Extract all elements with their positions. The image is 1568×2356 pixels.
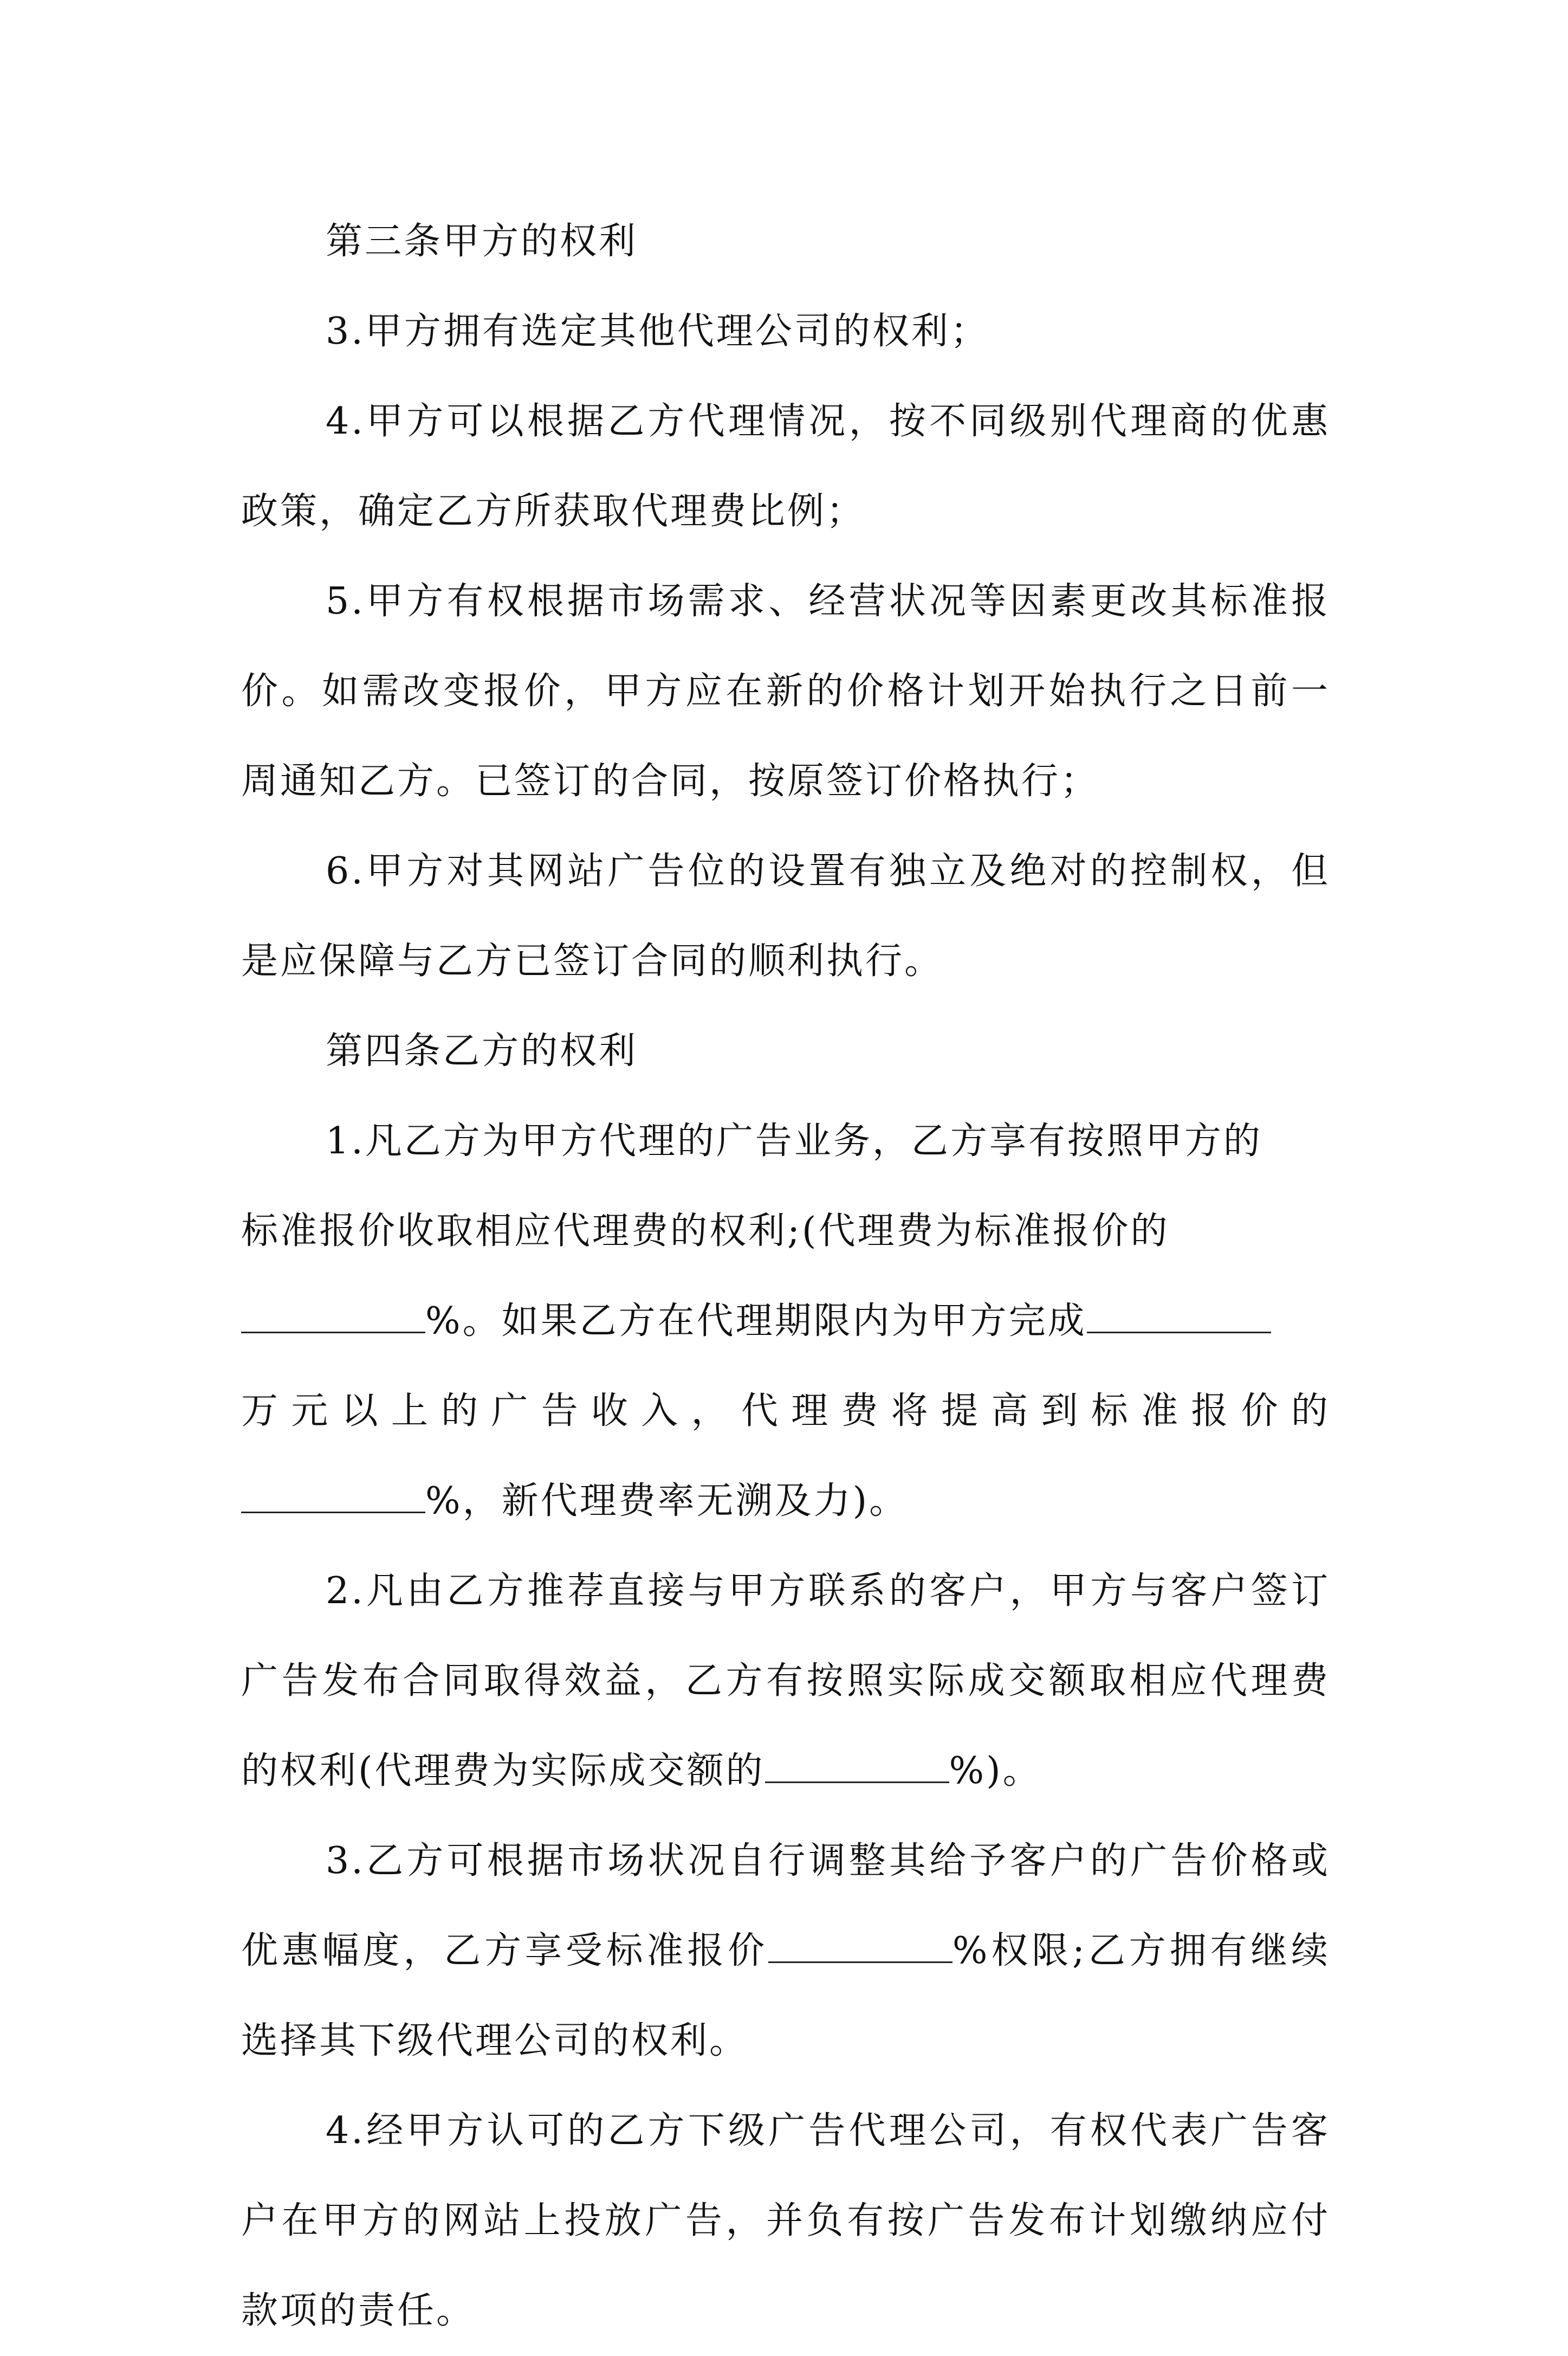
clause-4-1-line-3 xyxy=(241,1276,1330,1366)
spread-char: 告 xyxy=(541,1390,580,1432)
clause-4-1-line-2: 标准报价收取相应代理费的权利;(代理费为标准报价的 xyxy=(241,1210,1170,1253)
clause-3-4: 4.甲方可以根据乙方代理情况，按不同级别代理商的优惠政策，确定乙方所获取代理费比例； xyxy=(241,400,1330,533)
fill-blank-discount-limit[interactable] xyxy=(768,1926,953,1963)
spread-char: 到 xyxy=(1041,1390,1080,1432)
spread-char: 万 xyxy=(241,1390,281,1432)
spread-char: 元 xyxy=(291,1390,331,1432)
spread-char: 上 xyxy=(391,1390,430,1432)
spread-char: 收 xyxy=(591,1390,630,1432)
spread-char: 入 xyxy=(641,1390,681,1432)
spread-char: 标 xyxy=(1091,1390,1130,1432)
clause-4-1 xyxy=(241,1096,1330,1546)
section-heading-article-4: 第四条乙方的权利 xyxy=(326,1030,638,1073)
fill-blank-raised-rate[interactable] xyxy=(241,1476,425,1513)
clause-4-3-text: 3.乙方可根据市场状况自行调整其给予客户的广告价格或优惠幅度，乙方享受标准报价 xyxy=(241,1839,1330,1972)
spread-char: ， xyxy=(691,1390,730,1432)
spread-char: 广 xyxy=(491,1390,530,1432)
clause-4-2-tail: %)。 xyxy=(949,1750,1042,1792)
spread-char: 价 xyxy=(1241,1390,1280,1432)
clause-4-1-line-4 xyxy=(241,1366,1330,1456)
spread-char: 以 xyxy=(341,1390,380,1432)
clause-4-4: 4.经甲方认可的乙方下级广告代理公司，有权代表广告客户在甲方的网站上投放广告，并负有按广告发布计划缴纳应付款项的责任。 xyxy=(241,2109,1330,2332)
clause-4-3-tail: %权限;乙方拥有继续选择其下级代理公司的权利。 xyxy=(241,1929,1330,2062)
clause-4-3 xyxy=(241,1816,1330,2086)
fill-blank-referral-rate[interactable] xyxy=(765,1746,949,1783)
spread-char: 费 xyxy=(841,1390,880,1432)
clause-4-2 xyxy=(241,1546,1330,1816)
clause-4-1-line-3-text: %。如果乙方在代理期限内为甲方完成 xyxy=(425,1300,1087,1342)
clause-4-2-text: 2.凡由乙方推荐直接与甲方联系的客户，甲方与客户签订广告发布合同取得效益，乙方有按照实际成交额取相应代理费的权利(代理费为实际成交额的 xyxy=(241,1570,1330,1792)
spread-char: 的 xyxy=(441,1390,481,1432)
document-body xyxy=(241,197,1330,2356)
fill-blank-revenue-target[interactable] xyxy=(1087,1296,1271,1333)
clause-4-1-line-1: 1.凡乙方为甲方代理的广告业务，乙方享有按照甲方的 xyxy=(326,1120,1262,1163)
spread-char: 高 xyxy=(991,1390,1031,1432)
spread-char: 代 xyxy=(741,1390,780,1432)
clause-4-1-line-5 xyxy=(241,1456,1330,1546)
section-heading-article-3: 第三条甲方的权利 xyxy=(326,220,638,263)
clause-3-3: 3.甲方拥有选定其他代理公司的权利； xyxy=(326,310,989,353)
spread-char: 准 xyxy=(1141,1390,1181,1432)
spread-char: 报 xyxy=(1191,1390,1230,1432)
fill-blank-agency-rate[interactable] xyxy=(241,1296,425,1333)
clause-4-1-line-5-text: %，新代理费率无溯及力)。 xyxy=(425,1480,909,1522)
clause-3-5: 5.甲方有权根据市场需求、经营状况等因素更改其标准报价。如需改变报价，甲方应在新的价格计划开始执行之日前一周通知乙方。已签订的合同，按原签订价格执行； xyxy=(241,580,1330,803)
spread-char: 将 xyxy=(891,1390,930,1432)
spread-char: 理 xyxy=(791,1390,831,1432)
spread-char: 提 xyxy=(941,1390,980,1432)
clause-3-6: 6.甲方对其网站广告位的设置有独立及绝对的控制权，但是应保障与乙方已签订合同的顺利执行。 xyxy=(241,850,1330,983)
spread-char: 的 xyxy=(1291,1390,1330,1432)
